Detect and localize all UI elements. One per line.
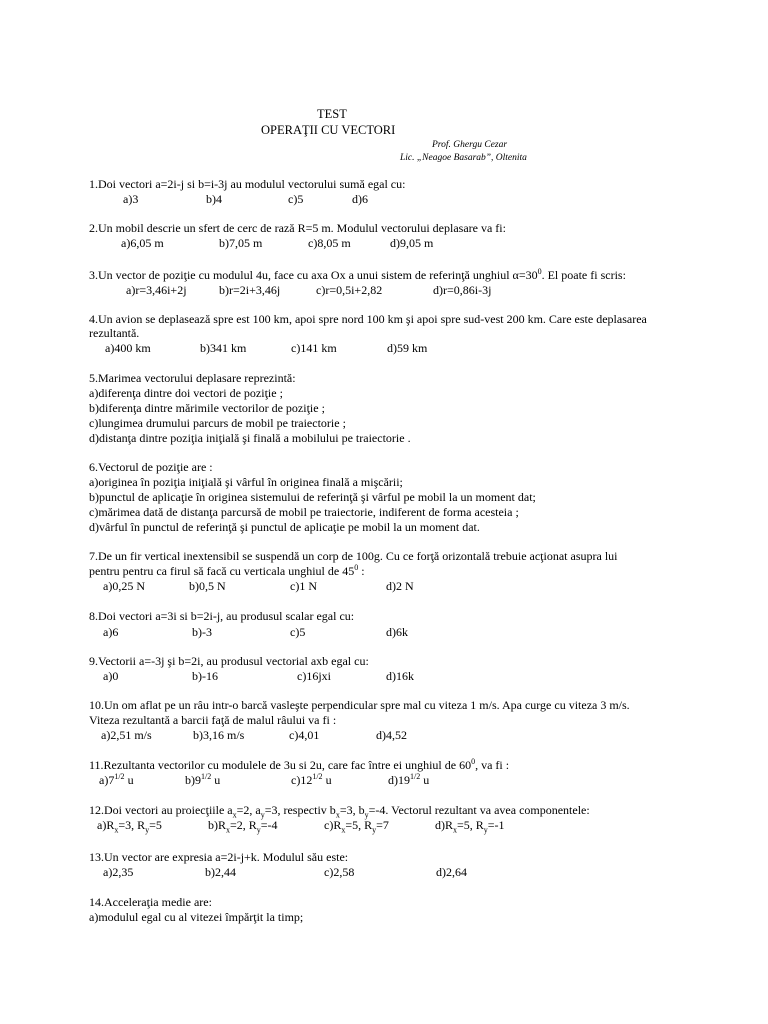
q1-option-c: c)5 <box>288 192 304 206</box>
question-6-option-a: a)originea în poziţia iniţială şi vârful în originea finală a mişcării; <box>89 475 403 489</box>
question-8-text: 8.Doi vectori a=3i si b=2i-j, au produsul scalar egal cu: <box>89 609 355 623</box>
question-10-line-1: 10.Un om aflat pe un râu intr-o barcă vasleşte perpendicular spre mal cu viteza 1 m/s. Apa curge cu viteza 3 m/s. <box>89 698 630 712</box>
question-6-option-c: c)mărimea dată de distanţa parcursă de mobil pe traiectorie, indiferent de forma acesteia ; <box>89 505 519 519</box>
q3-option-d: d)r=0,86i-3j <box>433 283 492 297</box>
q12-p7: y <box>364 810 369 820</box>
q12-d-2: =5, R <box>457 818 484 832</box>
q3-text-sup: 0 <box>537 267 542 276</box>
q11-option-c <box>291 773 332 787</box>
q12-option-b <box>208 818 278 835</box>
q11-d-pre: d)19 <box>388 773 410 787</box>
q2-option-b: b)7,05 m <box>219 236 263 250</box>
question-5-option-b: b)diferenţa dintre mărimile vectorilor de poziţie ; <box>89 401 325 415</box>
author-name: Prof. Ghergu Cezar <box>432 140 508 150</box>
q11-option-a <box>99 773 134 787</box>
q11-d-post: u <box>420 773 430 787</box>
q10-option-a: a)2,51 m/s <box>101 728 152 742</box>
q12-p3: y <box>260 810 265 820</box>
q7-line2-pre: pentru pentru ca firul să facă cu verticala unghiul de 45 <box>89 564 355 578</box>
q7-option-c: c)1 N <box>290 579 317 593</box>
q8-option-b: b)-3 <box>192 625 212 639</box>
q13-option-a: a)2,35 <box>103 865 134 879</box>
q12-c-2: =5, R <box>345 818 373 832</box>
q13-option-d: d)2,64 <box>436 865 467 879</box>
q12-d-3: y <box>483 825 488 835</box>
q11-c-post: u <box>322 773 332 787</box>
q12-option-d <box>435 818 505 835</box>
q12-b-1: x <box>226 825 230 835</box>
question-2-text: 2.Un mobil descrie un sfert de cerc de rază R=5 m. Modulul vectorului deplasare va fi: <box>89 221 506 235</box>
q3-text-pre: 3.Un vector de poziţie cu modulul 4u, face cu axa Ox a unui sistem de referinţă unghiul α=30 <box>89 268 538 282</box>
q8-option-a: a)6 <box>103 625 119 639</box>
q11-text-sup: 0 <box>471 757 476 766</box>
q11-c-sup: 1/2 <box>312 772 323 781</box>
q12-b-0: b)R <box>208 818 226 832</box>
q11-b-sup: 1/2 <box>201 772 212 781</box>
q11-option-d <box>388 773 429 787</box>
question-4-line-1: 4.Un avion se deplasează spre est 100 km, apoi spre nord 100 km şi apoi spre sud-vest 200 km. Care este deplasarea <box>89 312 647 326</box>
q10-option-c: c)4,01 <box>289 728 320 742</box>
q9-option-b: b)-16 <box>192 669 218 683</box>
question-6-line-1: 6.Vectorul de poziţie are : <box>89 460 213 474</box>
question-5-line-1: 5.Marimea vectorului deplasare reprezintă: <box>89 371 296 385</box>
question-6-option-d: d)vârful în punctul de referinţă şi punctul de aplicaţie pe mobil la un moment dat. <box>89 520 480 534</box>
q1-option-d: d)6 <box>352 192 368 206</box>
q11-b-post: u <box>211 773 221 787</box>
q12-option-a <box>97 818 162 835</box>
q11-a-pre: a)7 <box>99 773 115 787</box>
question-5-option-d: d)distanţa dintre poziţia iniţială şi finală a mobilului pe traiectorie . <box>89 431 411 445</box>
q2-option-d: d)9,05 m <box>390 236 434 250</box>
question-5-option-a: a)diferenţa dintre doi vectori de poziţie ; <box>89 386 283 400</box>
q12-a-4: =5 <box>149 818 162 832</box>
q11-a-post: u <box>124 773 134 787</box>
question-11-text <box>89 758 509 772</box>
q11-text-post: , va fi : <box>475 758 510 772</box>
q12-p5: x <box>335 810 340 820</box>
question-14-option-a: a)modulul egal cu al vitezei împărţit la timp; <box>89 910 304 924</box>
q4-option-c: c)141 km <box>291 341 337 355</box>
q1-option-b: b)4 <box>206 192 222 206</box>
q12-p8: =-4. Vectorul rezultant va avea componentele: <box>368 803 590 817</box>
q12-p0: 12.Doi vectori au proiecţiile a <box>89 803 233 817</box>
test-label: TEST <box>317 107 347 121</box>
q11-b-pre: b)9 <box>185 773 201 787</box>
q12-a-1: x <box>114 825 119 835</box>
q10-option-b: b)3,16 m/s <box>193 728 245 742</box>
q11-option-b <box>185 773 220 787</box>
question-13-text: 13.Un vector are expresia a=2i-j+k. Modulul său este: <box>89 850 349 864</box>
q12-b-2: =2, R <box>230 818 257 832</box>
q7-line2-post: : <box>358 564 365 578</box>
question-1-text: 1.Doi vectori a=2i-j si b=i-3j au modulul vectorului sumă egal cu: <box>89 177 406 191</box>
question-4-line-2: rezultantă. <box>89 326 140 340</box>
q13-option-c: c)2,58 <box>324 865 355 879</box>
q8-option-c: c)5 <box>290 625 306 639</box>
q12-a-0: a)R <box>97 818 115 832</box>
q9-option-c: c)16jxi <box>297 669 331 683</box>
q12-a-2: =3, R <box>118 818 146 832</box>
q12-p1: x <box>232 810 237 820</box>
page-title: OPERAŢII CU VECTORI <box>261 123 396 137</box>
question-9-text: 9.Vectorii a=-3j şi b=2i, au produsul vectorial axb egal cu: <box>89 654 369 668</box>
q12-c-4: =7 <box>376 818 389 832</box>
q12-p6: =3, b <box>339 803 365 817</box>
q7-option-d: d)2 N <box>386 579 414 593</box>
q13-option-b: b)2,44 <box>205 865 236 879</box>
q2-option-c: c)8,05 m <box>308 236 351 250</box>
q4-option-a: a)400 km <box>105 341 151 355</box>
q3-text-post: . El poate fi scris: <box>541 268 626 282</box>
question-14-text: 14.Acceleraţia medie are: <box>89 895 212 909</box>
q7-option-b: b)0,5 N <box>189 579 226 593</box>
q12-p4: =3, respectiv b <box>264 803 336 817</box>
q12-option-c <box>324 818 389 835</box>
question-12-text <box>89 803 590 820</box>
q2-option-a: a)6,05 m <box>121 236 164 250</box>
q12-d-1: x <box>453 825 457 835</box>
q3-option-a: a)r=3,46i+2j <box>126 283 187 297</box>
q4-option-b: b)341 km <box>200 341 247 355</box>
q11-a-sup: 1/2 <box>114 772 125 781</box>
q7-option-a: a)0,25 N <box>103 579 145 593</box>
q9-option-d: d)16k <box>386 669 414 683</box>
question-7-line-2 <box>89 564 365 578</box>
q12-c-0: c)R <box>324 818 342 832</box>
q4-option-d: d)59 km <box>387 341 428 355</box>
school-name: Lic. „Neagoe Basarab”, Oltenita <box>400 153 527 163</box>
q12-c-3: y <box>372 825 377 835</box>
q11-c-pre: c)12 <box>291 773 313 787</box>
q12-d-0: d)R <box>435 818 453 832</box>
question-3-text <box>89 268 626 282</box>
q12-d-4: =-1 <box>487 818 505 832</box>
q12-b-4: =-4 <box>260 818 278 832</box>
q10-option-d: d)4,52 <box>376 728 407 742</box>
q11-d-sup: 1/2 <box>410 772 421 781</box>
q8-option-d: d)6k <box>386 625 408 639</box>
question-5-option-c: c)lungimea drumului parcurs de mobil pe traiectorie ; <box>89 416 346 430</box>
question-10-line-2: Viteza rezultantă a barcii faţă de malul râului va fi : <box>89 713 337 727</box>
q9-option-a: a)0 <box>103 669 119 683</box>
q7-line2-sup: 0 <box>354 563 359 572</box>
q1-option-a: a)3 <box>123 192 139 206</box>
q3-option-b: b)r=2i+3,46j <box>219 283 281 297</box>
q12-a-3: y <box>145 825 150 835</box>
q3-option-c: c)r=0,5i+2,82 <box>316 283 383 297</box>
question-7-line-1: 7.De un fir vertical inextensibil se suspendă un corp de 100g. Cu ce forţă orizontală trebuie acţionat asupra lui <box>89 549 618 563</box>
question-6-option-b: b)punctul de aplicaţie în originea sistemului de referinţă şi vârful pe mobil la un moment dat; <box>89 490 536 504</box>
q12-b-3: y <box>256 825 261 835</box>
q12-c-1: x <box>341 825 346 835</box>
q11-text-pre: 11.Rezultanta vectorilor cu modulele de 3u si 2u, care fac între ei unghiul de 60 <box>89 758 472 772</box>
q12-p2: =2, a <box>236 803 261 817</box>
